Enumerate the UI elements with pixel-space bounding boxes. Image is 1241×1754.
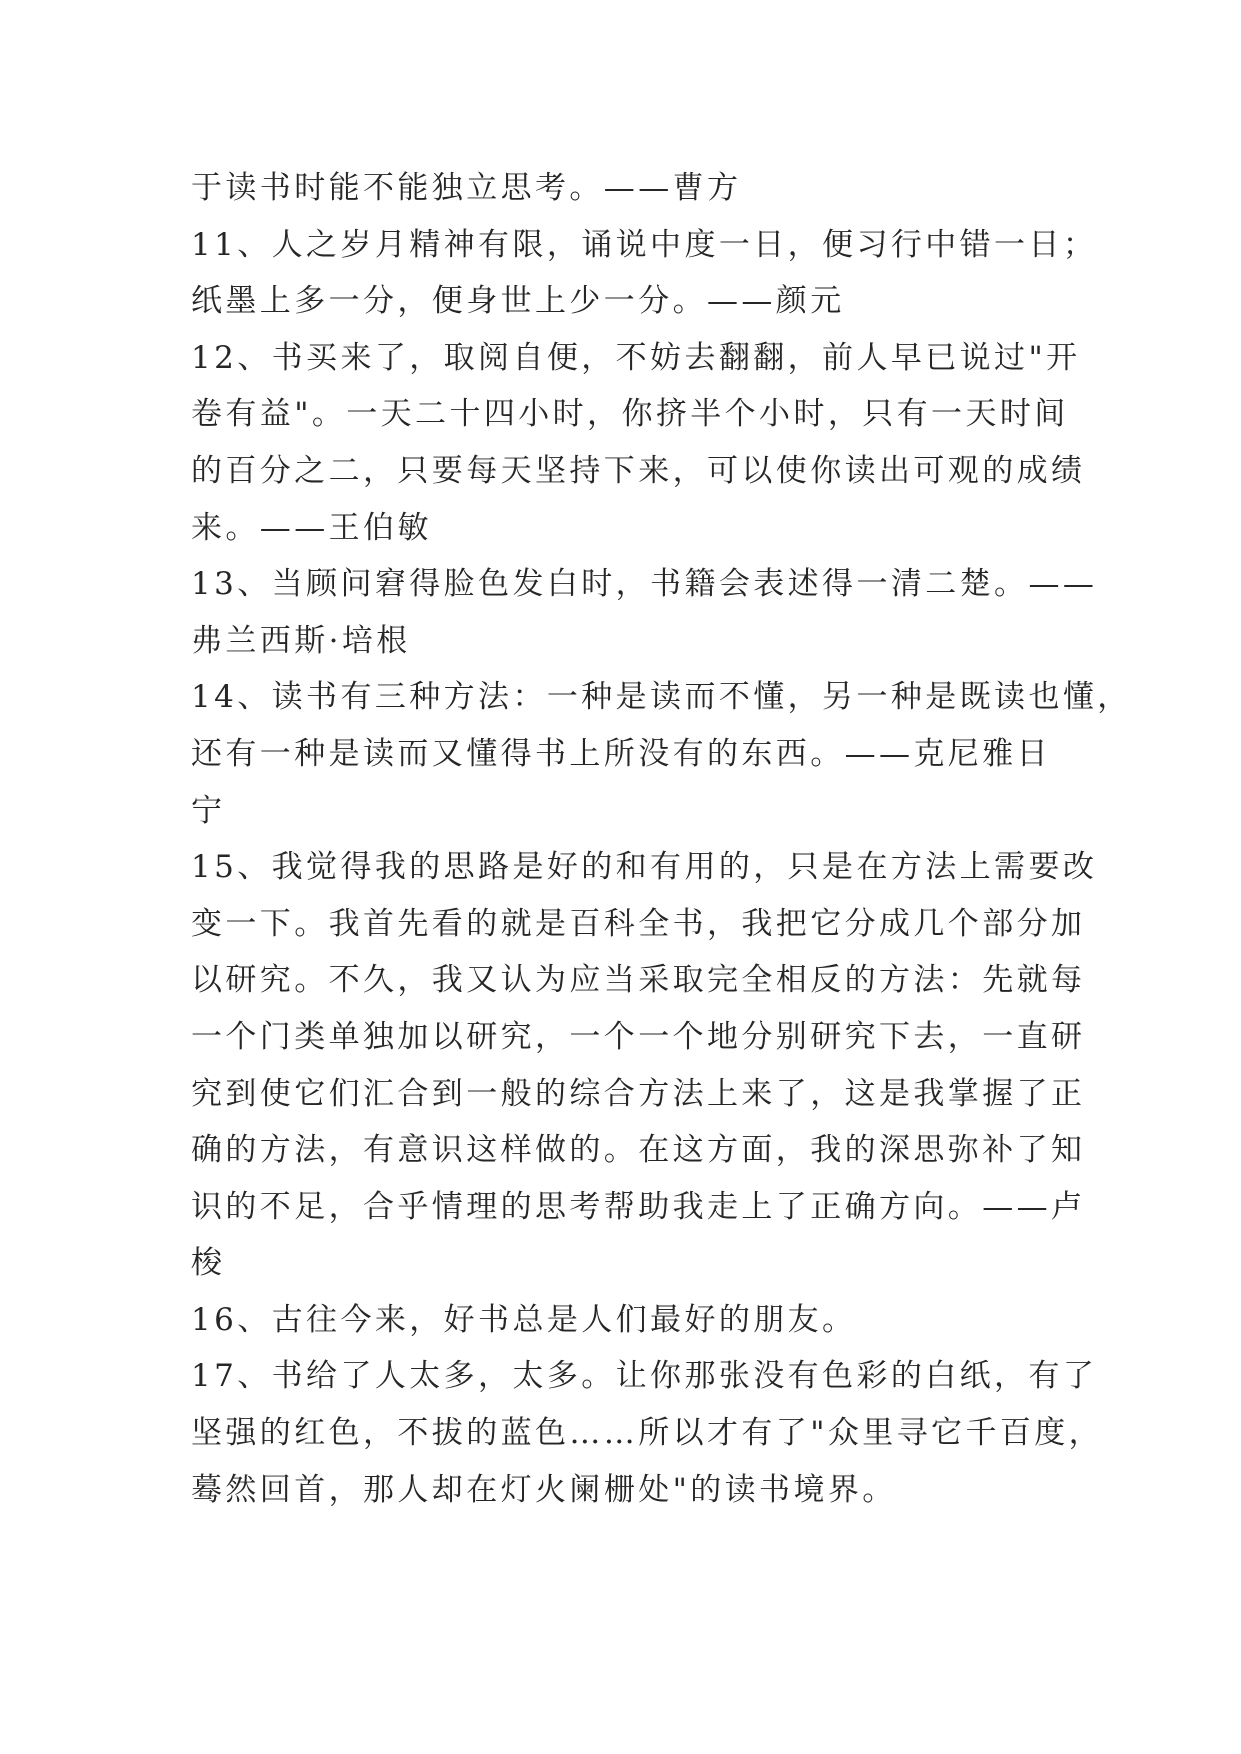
text-line: 梭: [191, 1245, 226, 1282]
text-line: 以研究。不久，我又认为应当采取完全相反的方法：先就每: [191, 962, 1086, 999]
text-line: 一个门类单独加以研究，一个一个地分别研究下去，一直研: [191, 1018, 1086, 1055]
text-line: 卷有益"。一天二十四小时，你挤半个小时，只有一天时间: [191, 396, 1069, 433]
text-line: 宁: [191, 792, 226, 829]
text-line: 于读书时能不能独立思考。——曹方: [191, 170, 742, 206]
text-line: 的百分之二，只要每天坚持下来，可以使你读出可观的成绩: [191, 452, 1086, 489]
text-line: 14、读书有三种方法：一种是读而不懂，另一种是既读也懂，: [191, 679, 1132, 716]
text-line: 12、书买来了，取阅自便，不妨去翻翻，前人早已说过"开: [191, 339, 1081, 376]
text-line: 来。——王伯敏: [191, 509, 432, 546]
text-line: 确的方法，有意识这样做的。在这方面，我的深思弥补了知: [191, 1132, 1086, 1169]
text-line: 究到使它们汇合到一般的综合方法上来了，这是我掌握了正: [191, 1075, 1086, 1112]
text-line: 坚强的红色，不拔的蓝色……所以才有了"众里寻它千百度，: [191, 1415, 1104, 1452]
quote-text-body: [191, 160, 1132, 1518]
text-line: 识的不足，合乎情理的思考帮助我走上了正确方向。——卢: [191, 1188, 1086, 1225]
text-line: 蓦然回首，那人却在灯火阑栅处"的读书境界。: [191, 1471, 897, 1508]
text-line: 变一下。我首先看的就是百科全书，我把它分成几个部分加: [191, 905, 1086, 942]
text-line: 15、我觉得我的思路是好的和有用的，只是在方法上需要改: [191, 849, 1098, 886]
text-line: 纸墨上多一分，便身世上少一分。——颜元: [191, 283, 845, 320]
text-line: 弗兰西斯·培根: [191, 622, 411, 659]
text-line: 13、当顾问窘得脸色发白时，书籍会表述得一清二楚。——: [191, 566, 1098, 603]
text-line: 还有一种是读而又懂得书上所没有的东西。——克尼雅日: [191, 735, 1051, 772]
text-line: 11、人之岁月精神有限，诵说中度一日，便习行中错一日；: [191, 226, 1098, 263]
text-line: 16、古往今来，好书总是人们最好的朋友。: [191, 1301, 857, 1338]
text-line: 17、书给了人太多，太多。让你那张没有色彩的白纸，有了: [191, 1358, 1098, 1395]
